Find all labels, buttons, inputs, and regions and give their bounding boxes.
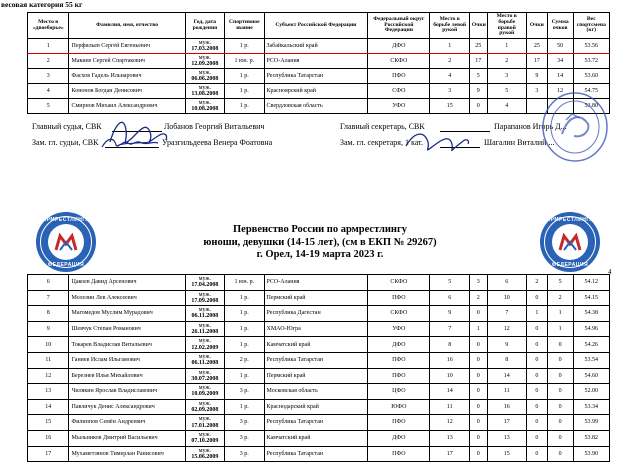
cell-left-points: 1 bbox=[469, 321, 487, 337]
dob-date: 26.11.2008 bbox=[191, 329, 219, 336]
cell-left-place: 6 bbox=[430, 290, 469, 306]
cell-region: Республика Дагестан bbox=[264, 306, 368, 322]
cell-weight: 53.54 bbox=[573, 352, 609, 368]
cell-sum: 12 bbox=[547, 84, 573, 99]
cell-rank: 2 р. bbox=[225, 352, 264, 368]
cell-rank: 1 р. bbox=[225, 69, 264, 84]
cell-district: ПФО bbox=[368, 352, 430, 368]
cell-name: Павличук Денис Александрович bbox=[69, 399, 185, 415]
cell-right-place: 14 bbox=[487, 368, 526, 384]
dob-date: 10.08.2008 bbox=[191, 106, 219, 112]
table-row bbox=[28, 306, 610, 322]
cell-right-place: 3 bbox=[487, 69, 526, 84]
dob-date: 12.02.2009 bbox=[191, 344, 219, 351]
cell-district: ПФО bbox=[368, 290, 430, 306]
table-row bbox=[28, 69, 610, 84]
cell-region: Пермский край bbox=[264, 290, 368, 306]
cell-name: Мухаметзянов Тимерлан Ранисович bbox=[69, 446, 185, 462]
title-line-2: юноши, девушки (14-15 лет), (см в ЕКП № 29267) bbox=[203, 236, 437, 248]
dob-date: 06.11.2008 bbox=[191, 360, 219, 367]
cell-left-points: 0 bbox=[469, 368, 487, 384]
cell-dob bbox=[185, 368, 224, 384]
cell-weight: 53.80 bbox=[573, 99, 609, 114]
cell-right-points: 0 bbox=[526, 399, 547, 415]
cell-dob bbox=[185, 446, 224, 462]
table-row bbox=[28, 430, 610, 446]
table-row bbox=[28, 415, 610, 431]
cell-sum: 1 bbox=[547, 306, 573, 322]
cell-district: ДФО bbox=[368, 337, 430, 353]
header-rank: Спортивное звание bbox=[225, 13, 264, 39]
cell-left-place: 4 bbox=[430, 69, 469, 84]
cell-region: Камчатский край bbox=[264, 430, 368, 446]
dob-gender: муж. bbox=[198, 431, 212, 438]
table-row bbox=[28, 321, 610, 337]
deputy-secretary-signature bbox=[402, 128, 472, 158]
dob-gender: муж. bbox=[198, 400, 212, 407]
cell-dob bbox=[185, 337, 224, 353]
cell-district: СКФО bbox=[368, 306, 430, 322]
cell-district: СФО bbox=[368, 84, 430, 99]
cell-region: Свердловская область bbox=[264, 99, 368, 114]
cell-right-points: 0 bbox=[526, 368, 547, 384]
cell-rank: 3 р. bbox=[225, 384, 264, 400]
deputy-judge-label: Зам. гл. судьи, СВК bbox=[32, 138, 99, 147]
cell-place: 5 bbox=[28, 99, 69, 114]
cell-name: Цакоев Давид Арсенович bbox=[69, 275, 185, 291]
cell-right-place: 17 bbox=[487, 415, 526, 431]
cell-region: Республика Татарстан bbox=[264, 69, 368, 84]
cell-rank: 1 р. bbox=[225, 337, 264, 353]
dob-date: 10.09.2009 bbox=[191, 391, 219, 398]
cell-left-points: 2 bbox=[469, 290, 487, 306]
cell-right-place: 13 bbox=[487, 430, 526, 446]
cell-name: Токарев Владислав Витальевич bbox=[69, 337, 185, 353]
dob-date: 02.09.2008 bbox=[191, 407, 219, 414]
cell-weight: 54.75 bbox=[573, 84, 609, 99]
deputy-judge-name: Уразгильдеева Венера Фоатовна bbox=[162, 138, 273, 147]
cell-sum: 1 bbox=[547, 321, 573, 337]
cell-rank: 1 р. bbox=[225, 99, 264, 114]
cell-place: 9 bbox=[28, 321, 69, 337]
dob-date: 06.06.2008 bbox=[191, 76, 219, 82]
results-table-top bbox=[27, 12, 610, 114]
cell-sum: 0 bbox=[547, 368, 573, 384]
cell-right-points: 9 bbox=[526, 69, 547, 84]
cell-name: Макиев Сергей Спартакович bbox=[69, 54, 185, 69]
cell-rank: 3 р. bbox=[225, 415, 264, 431]
cell-place: 8 bbox=[28, 306, 69, 322]
table-row bbox=[28, 368, 610, 384]
federation-stamp bbox=[540, 90, 610, 165]
federation-logo-right: АРМРЕСТЛИНГА ФЕДЕРАЦИЯ bbox=[540, 212, 600, 272]
dob-gender: муж. bbox=[198, 276, 212, 282]
cell-dob bbox=[185, 430, 224, 446]
cell-region: Московская область bbox=[264, 384, 368, 400]
cell-weight: 54.12 bbox=[573, 275, 609, 291]
cell-district: УФО bbox=[368, 321, 430, 337]
cell-weight: 53.34 bbox=[573, 399, 609, 415]
cell-dob bbox=[185, 306, 224, 322]
chief-secretary-label: Главный секретарь, СВК bbox=[340, 122, 425, 131]
cell-place: 2 bbox=[28, 54, 69, 69]
dob-date: 12.09.2008 bbox=[191, 61, 219, 67]
header-left-points: Очки bbox=[469, 13, 487, 39]
cell-district: ЦФО bbox=[368, 384, 430, 400]
cell-left-points: 0 bbox=[469, 446, 487, 462]
cell-weight: 53.60 bbox=[573, 69, 609, 84]
cell-left-place: 16 bbox=[430, 352, 469, 368]
cell-right-place: 11 bbox=[487, 384, 526, 400]
cell-left-place: 13 bbox=[430, 430, 469, 446]
dob-gender: муж. bbox=[198, 353, 212, 360]
table-row bbox=[28, 275, 610, 291]
cell-region: РСО-Алания bbox=[264, 54, 368, 69]
cell-weight: 54.38 bbox=[573, 306, 609, 322]
cell-weight: 53.90 bbox=[573, 446, 609, 462]
cell-place: 14 bbox=[28, 399, 69, 415]
cell-left-place: 7 bbox=[430, 321, 469, 337]
cell-district: ПФО bbox=[368, 368, 430, 384]
cell-right-place: 10 bbox=[487, 290, 526, 306]
title-line-1: Первенство России по армрестлингу bbox=[233, 224, 407, 235]
cell-left-place: 10 bbox=[430, 368, 469, 384]
dob-gender: муж. bbox=[198, 338, 212, 345]
dob-gender: муж. bbox=[198, 447, 212, 454]
dob-date: 15.06.2009 bbox=[191, 453, 219, 460]
header-place: Место в «двоеборье» bbox=[28, 13, 69, 39]
cell-region: Забайкальский край bbox=[264, 39, 368, 54]
table-row bbox=[28, 352, 610, 368]
cell-rank: 1 юн. р. bbox=[225, 275, 264, 291]
dob-date: 06.11.2008 bbox=[191, 313, 219, 320]
cell-rank: 1 р. bbox=[225, 321, 264, 337]
cell-left-place: 1 bbox=[430, 39, 469, 54]
cell-right-place: 8 bbox=[487, 352, 526, 368]
dob-date: 07.10.2009 bbox=[191, 438, 219, 445]
cell-right-points: 0 bbox=[526, 337, 547, 353]
cell-left-points: 0 bbox=[469, 430, 487, 446]
cell-dob bbox=[185, 321, 224, 337]
cell-place: 6 bbox=[28, 275, 69, 291]
cell-name: Шевчук Степан Романович bbox=[69, 321, 185, 337]
cell-place: 13 bbox=[28, 384, 69, 400]
table-row bbox=[28, 446, 610, 462]
cell-weight: 53.72 bbox=[573, 54, 609, 69]
table-row bbox=[28, 384, 610, 400]
cell-name: Ганиев Ислам Ильгамович bbox=[69, 352, 185, 368]
cell-weight: 53.56 bbox=[573, 39, 609, 54]
cell-right-points: 0 bbox=[526, 415, 547, 431]
cell-right-place: 1 bbox=[487, 39, 526, 54]
cell-dob bbox=[185, 54, 224, 69]
header-dob: Год, дата рождения bbox=[185, 13, 224, 39]
cell-right-place: 16 bbox=[487, 399, 526, 415]
cell-sum: 2 bbox=[547, 290, 573, 306]
table-row bbox=[28, 337, 610, 353]
cell-left-points: 5 bbox=[469, 69, 487, 84]
table-row bbox=[28, 39, 610, 54]
cell-right-points: 0 bbox=[526, 321, 547, 337]
cell-district: ПФО bbox=[368, 446, 430, 462]
header-district: Федеральный округ Российской Федерации bbox=[368, 13, 430, 39]
cell-sum: 0 bbox=[547, 337, 573, 353]
cell-weight: 54.26 bbox=[573, 337, 609, 353]
dob-gender: муж. bbox=[198, 385, 212, 392]
cell-sum: 0 bbox=[547, 446, 573, 462]
cell-left-points: 9 bbox=[469, 84, 487, 99]
cell-right-points: 0 bbox=[526, 352, 547, 368]
cell-rank: 1 р. bbox=[225, 368, 264, 384]
cell-dob bbox=[185, 69, 224, 84]
cell-right-place: 7 bbox=[487, 306, 526, 322]
cell-place: 12 bbox=[28, 368, 69, 384]
cell-rank: 1 р. bbox=[225, 290, 264, 306]
dob-gender: муж. bbox=[198, 39, 212, 46]
cell-place: 17 bbox=[28, 446, 69, 462]
dob-gender: муж. bbox=[198, 84, 212, 91]
cell-name: Магомедов Муслим Мурадович bbox=[69, 306, 185, 322]
cell-weight: 54.60 bbox=[573, 368, 609, 384]
cell-region: Камчатский край bbox=[264, 337, 368, 353]
cell-dob bbox=[185, 84, 224, 99]
cell-place: 10 bbox=[28, 337, 69, 353]
dob-gender: муж. bbox=[198, 416, 212, 423]
dob-date: 17.01.2008 bbox=[191, 422, 219, 429]
cell-place: 16 bbox=[28, 430, 69, 446]
weight-category-label: весовая категория 55 кг bbox=[1, 0, 83, 9]
chief-judge-name: Лобанов Георгий Витальевич bbox=[164, 122, 265, 131]
cell-sum: 0 bbox=[547, 352, 573, 368]
dob-gender: муж. bbox=[198, 69, 212, 76]
cell-place: 7 bbox=[28, 290, 69, 306]
cell-sum: 34 bbox=[547, 54, 573, 69]
cell-left-place: 14 bbox=[430, 384, 469, 400]
cell-place: 3 bbox=[28, 69, 69, 84]
dob-date: 17.09.2008 bbox=[191, 297, 219, 304]
cell-left-place: 8 bbox=[430, 337, 469, 353]
cell-weight: 54.15 bbox=[573, 290, 609, 306]
cell-left-place: 5 bbox=[430, 275, 469, 291]
dob-gender: муж. bbox=[198, 99, 212, 106]
cell-name: Молозин Лев Алексеевич bbox=[69, 290, 185, 306]
cell-right-points: 25 bbox=[526, 39, 547, 54]
cell-dob bbox=[185, 384, 224, 400]
cell-left-place: 9 bbox=[430, 306, 469, 322]
cell-rank: 1 р. bbox=[225, 84, 264, 99]
cell-region: Республика Татарстан bbox=[264, 446, 368, 462]
cell-rank: 1 р. bbox=[225, 39, 264, 54]
deputy-judge-signature bbox=[100, 133, 160, 153]
federation-logo-left: АРМРЕСТЛИНГА ФЕДЕРАЦИЯ bbox=[36, 212, 96, 272]
cell-right-points: 0 bbox=[526, 446, 547, 462]
cell-right-points: 0 bbox=[526, 290, 547, 306]
cell-district: УФО bbox=[368, 99, 430, 114]
deputy-secretary-name: Шагалин Виталий ... bbox=[484, 138, 555, 147]
cell-district: СКФО bbox=[368, 54, 430, 69]
chief-judge-label: Главный судья, СВК bbox=[32, 122, 102, 131]
cell-region: РСО-Алания bbox=[264, 275, 368, 291]
cell-place: 15 bbox=[28, 415, 69, 431]
cell-rank: 1 р. bbox=[225, 306, 264, 322]
cell-district: ДФО bbox=[368, 39, 430, 54]
cell-right-points: 2 bbox=[526, 275, 547, 291]
cell-sum: 0 bbox=[547, 399, 573, 415]
cell-weight: 53.99 bbox=[573, 415, 609, 431]
cell-district: ДФО bbox=[368, 430, 430, 446]
cell-name: Перфильев Сергей Евгеньевич bbox=[69, 39, 185, 54]
cell-name: Березнев Илья Михайлович bbox=[69, 368, 185, 384]
document-title bbox=[150, 224, 490, 262]
cell-right-points: 17 bbox=[526, 54, 547, 69]
cell-district: ПФО bbox=[368, 69, 430, 84]
cell-rank: 3 р. bbox=[225, 446, 264, 462]
cell-region: Красноярский край bbox=[264, 84, 368, 99]
results-table-bottom bbox=[27, 274, 610, 462]
deputy-secretary-label: Зам. гл. секретаря, 1 кат. bbox=[340, 138, 423, 147]
table-row bbox=[28, 290, 610, 306]
cell-right-place: 12 bbox=[487, 321, 526, 337]
header-name: Фамилия, имя, отчество bbox=[69, 13, 185, 39]
table-row bbox=[28, 84, 610, 99]
cell-right-place: 5 bbox=[487, 84, 526, 99]
cell-left-place: 12 bbox=[430, 415, 469, 431]
cell-name: Кононов Богдан Денисович bbox=[69, 84, 185, 99]
cell-left-points: 17 bbox=[469, 54, 487, 69]
dob-date: 17.04.2008 bbox=[191, 282, 219, 289]
dob-gender: муж. bbox=[198, 322, 212, 329]
cell-sum: 14 bbox=[547, 69, 573, 84]
title-line-3: г. Орел, 14-19 марта 2023 г. bbox=[256, 249, 384, 261]
cell-sum: 0 bbox=[547, 415, 573, 431]
cell-left-points: 0 bbox=[469, 352, 487, 368]
cell-right-points: 3 bbox=[526, 84, 547, 99]
cell-dob bbox=[185, 39, 224, 54]
dob-gender: муж. bbox=[198, 54, 212, 61]
chief-secretary-name: Парапанов Игорь Д... bbox=[494, 122, 567, 131]
cell-name: Мыльников Дмитрий Васильевич bbox=[69, 430, 185, 446]
cell-left-points: 0 bbox=[469, 384, 487, 400]
cell-district: СКФО bbox=[368, 275, 430, 291]
header-left-place: Место в борьбе левой рукой bbox=[430, 13, 469, 39]
cell-name: Фасхов Гадель Ильнарович bbox=[69, 69, 185, 84]
table-row bbox=[28, 399, 610, 415]
cell-name: Смирнов Михаил Александрович bbox=[69, 99, 185, 114]
cell-left-points: 0 bbox=[469, 99, 487, 114]
cell-sum: 0 bbox=[547, 430, 573, 446]
cell-place: 1 bbox=[28, 39, 69, 54]
cell-left-place: 3 bbox=[430, 84, 469, 99]
dob-date: 30.07.2008 bbox=[191, 375, 219, 382]
cell-dob bbox=[185, 99, 224, 114]
cell-weight: 54.96 bbox=[573, 321, 609, 337]
cell-right-points: 1 bbox=[526, 306, 547, 322]
cell-weight: 52.00 bbox=[573, 384, 609, 400]
cell-region: Республика Татарстан bbox=[264, 415, 368, 431]
dob-gender: муж. bbox=[198, 307, 212, 314]
cell-rank: 3 р. bbox=[225, 430, 264, 446]
cell-rank: 1 р. bbox=[225, 399, 264, 415]
cell-right-place: 4 bbox=[487, 99, 526, 114]
cell-left-points: 0 bbox=[469, 415, 487, 431]
cell-left-points: 0 bbox=[469, 306, 487, 322]
header-weight: Вес спортсмена (кг) bbox=[573, 13, 609, 39]
cell-sum: 50 bbox=[547, 39, 573, 54]
dob-date: 13.08.2008 bbox=[191, 91, 219, 97]
cell-rank: 1 юн. р. bbox=[225, 54, 264, 69]
cell-right-points: 0 bbox=[526, 430, 547, 446]
dob-gender: муж. bbox=[198, 291, 212, 298]
cell-right-place: 15 bbox=[487, 446, 526, 462]
header-right-points: Очки bbox=[526, 13, 547, 39]
dob-gender: муж. bbox=[198, 369, 212, 376]
dob-date: 17.03.2008 bbox=[191, 46, 219, 52]
cell-left-points: 0 bbox=[469, 399, 487, 415]
cell-left-points: 25 bbox=[469, 39, 487, 54]
cell-left-points: 3 bbox=[469, 275, 487, 291]
cell-left-place: 17 bbox=[430, 446, 469, 462]
cell-region: Республика Татарстан bbox=[264, 352, 368, 368]
cell-name: Чилякин Ярослав Владиславович bbox=[69, 384, 185, 400]
cell-sum: 0 bbox=[547, 384, 573, 400]
cell-right-place: 2 bbox=[487, 54, 526, 69]
table-row bbox=[28, 54, 610, 69]
cell-left-points: 0 bbox=[469, 337, 487, 353]
header-sum: Сумма очков bbox=[547, 13, 573, 39]
cell-name: Филиппов Семён Андреевич bbox=[69, 415, 185, 431]
cell-sum: 5 bbox=[547, 275, 573, 291]
cell-left-place: 2 bbox=[430, 54, 469, 69]
cell-right-points: 0 bbox=[526, 384, 547, 400]
cell-dob bbox=[185, 415, 224, 431]
header-right-place: Место в борьбе правой рукой bbox=[487, 13, 526, 39]
cell-dob bbox=[185, 275, 224, 291]
cell-right-place: 9 bbox=[487, 337, 526, 353]
table-header-row bbox=[28, 13, 610, 39]
cell-dob bbox=[185, 352, 224, 368]
cell-dob bbox=[185, 290, 224, 306]
cell-place: 11 bbox=[28, 352, 69, 368]
cell-dob bbox=[185, 399, 224, 415]
cell-weight: 53.82 bbox=[573, 430, 609, 446]
header-region: Субъект Российской Федерации bbox=[264, 13, 368, 39]
cell-region: ХМАО-Югра bbox=[264, 321, 368, 337]
page-number: 4 bbox=[608, 268, 612, 276]
cell-region: Пермский край bbox=[264, 368, 368, 384]
cell-place: 4 bbox=[28, 84, 69, 99]
cell-region: Краснодарский край bbox=[264, 399, 368, 415]
cell-right-place: 6 bbox=[487, 275, 526, 291]
cell-left-place: 11 bbox=[430, 399, 469, 415]
cell-left-place: 15 bbox=[430, 99, 469, 114]
cell-district: ЮФО bbox=[368, 399, 430, 415]
cell-district: ПФО bbox=[368, 415, 430, 431]
